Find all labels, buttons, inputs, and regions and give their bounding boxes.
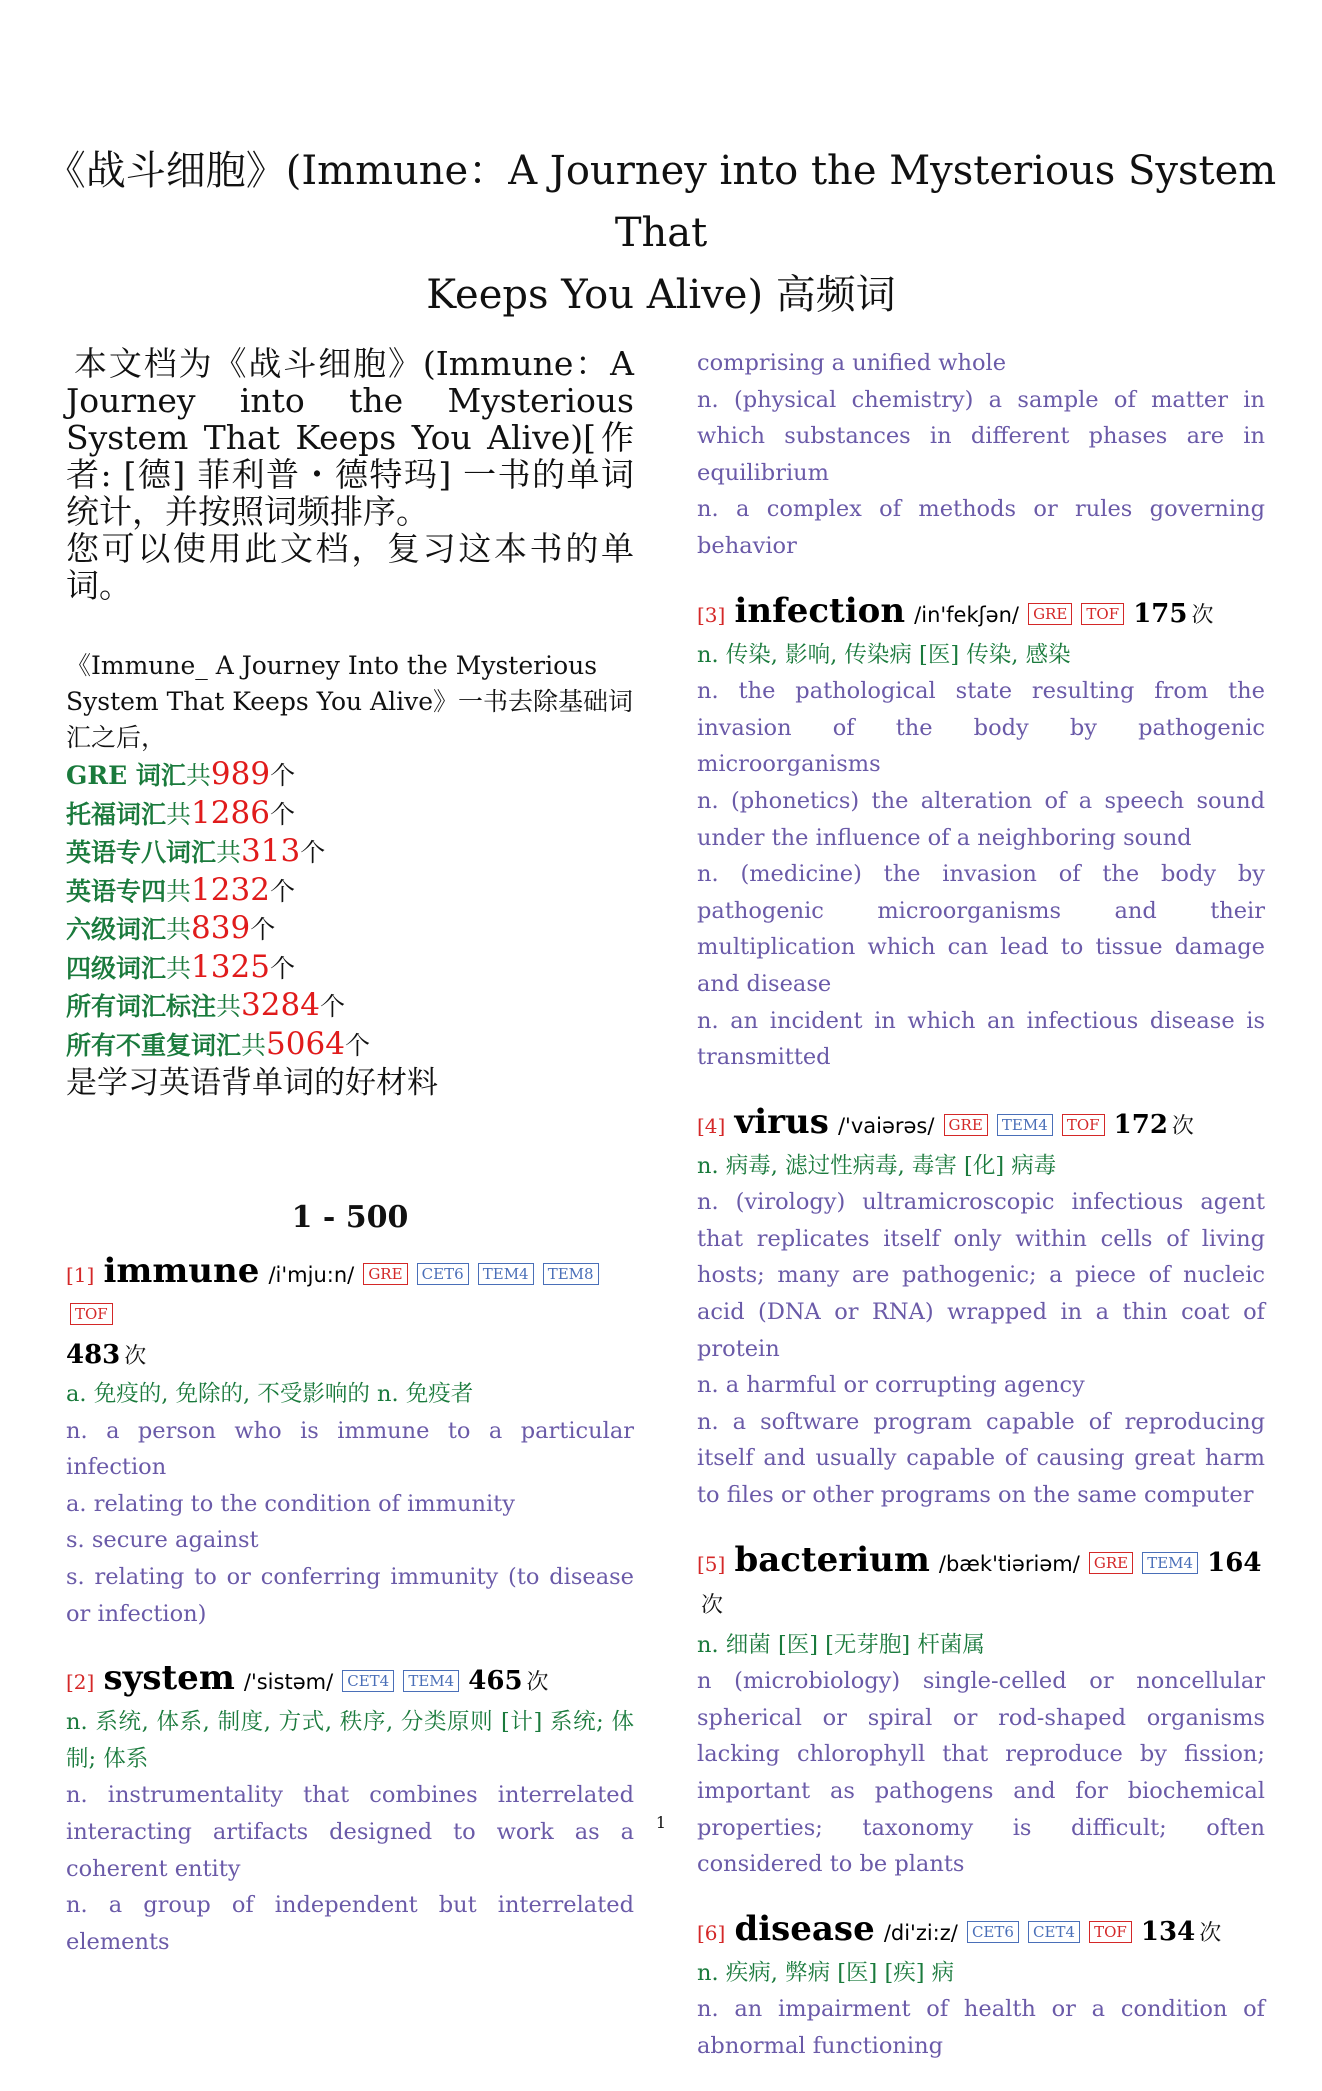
- entry-chinese-definition: n. 疾病, 弊病 [医] [疾] 病: [697, 1959, 955, 1986]
- tag-tof: TOF: [70, 1303, 113, 1325]
- entry-definition: n. a harmful or corrupting agency: [697, 1372, 1085, 1399]
- entry-word: infection: [734, 590, 906, 631]
- title-line-1: 《战斗细胞》(Immune：A Journey into the Mysterious System That: [45, 148, 1277, 256]
- left-column: [66, 345, 634, 1986]
- tag-tem4: TEM4: [478, 1263, 534, 1285]
- stat-count: 1325: [191, 948, 270, 985]
- tag-cet4: CET4: [342, 1670, 394, 1692]
- entry-header: [697, 1540, 1265, 1627]
- stat-gong: 共: [241, 1030, 267, 1060]
- entry-definition: n. the pathological state resulting from the invasion of the body by pathogenic microorganisms: [697, 678, 1265, 778]
- entry-index: [2]: [66, 1670, 95, 1695]
- stat-gong: 共: [185, 761, 211, 790]
- tag-cet6: CET6: [967, 1921, 1019, 1943]
- tag-tem4: TEM4: [403, 1670, 459, 1692]
- stat-label: 四级词汇: [66, 953, 167, 983]
- entry-word: virus: [734, 1101, 829, 1142]
- stat-row: [66, 949, 634, 988]
- tag-gre: GRE: [1028, 603, 1072, 625]
- word-entry: [697, 1102, 1265, 1514]
- word-entry: [697, 591, 1265, 1076]
- entry-definition: n. (virology) ultramicroscopic infectious agent that replicates itself only within cells of living hosts; many are pathogenic; a piece of nucleic acid (DNA or RNA) wrapped in a thin coat of protein: [697, 1189, 1265, 1362]
- stat-gong: 共: [166, 953, 192, 983]
- entry-chinese-definition: a. 免疫的, 免除的, 不受影响的 n. 免疫者: [66, 1381, 474, 1407]
- stat-count: 3284: [241, 987, 320, 1023]
- entry-chinese-definition: n. 细菌 [医] [无芽胞] 杆菌属: [697, 1631, 985, 1658]
- entry-count-unit: 次: [124, 1344, 147, 1369]
- entry-chinese-definition: n. 病毒, 滤过性病毒, 毒害 [化] 病毒: [697, 1152, 1057, 1179]
- stat-count: 313: [241, 833, 301, 869]
- entry-definition: n (microbiology) single-celled or noncellular spherical or spiral or rod-shaped organisms lacking chlorophyll that reproduce by fission; important as pathogens and for biochemical properties; taxonomy is difficult; often considered to be plants: [697, 1668, 1265, 1878]
- entry-header: [697, 591, 1265, 637]
- stat-label: 英语专四: [66, 876, 167, 906]
- stat-unit: 个: [269, 799, 295, 829]
- stat-unit: 个: [319, 992, 345, 1021]
- entry-index: [5]: [697, 1551, 726, 1576]
- entry-chinese-definition: n. 传染, 影响, 传染病 [医] 传染, 感染: [697, 641, 1071, 668]
- entry-definition: n. a software program capable of reproducing itself and usually capable of causing great harm to files or other programs on the same computer: [697, 1408, 1265, 1509]
- stat-row: [66, 756, 634, 795]
- entry-index: [3]: [697, 602, 726, 627]
- entry-count: 483: [66, 1340, 121, 1370]
- stat-label: 所有不重复词汇: [66, 1030, 242, 1060]
- entry-definition: n. (medicine) the invasion of the body by pathogenic microorganisms and their multiplication which can lead to tissue damage and disease: [697, 861, 1265, 997]
- entry-count-unit: 次: [1191, 602, 1214, 628]
- closing-text: 是学习英语背单词的好材料: [66, 1065, 438, 1101]
- entry-definition: n. a complex of methods or rules governing behavior: [697, 496, 1265, 559]
- stat-row: [66, 795, 634, 834]
- entry-count: 465: [468, 1666, 523, 1697]
- entry-header: [66, 1658, 634, 1704]
- stat-unit: 个: [344, 1030, 370, 1060]
- entry-count-unit: 次: [701, 1592, 724, 1618]
- word-entry-continued: [697, 345, 1265, 565]
- stat-unit: 个: [250, 915, 276, 944]
- entry-index: [6]: [697, 1920, 726, 1945]
- stat-count: 839: [191, 910, 251, 946]
- entry-definition: s. relating to or conferring immunity (to disease or infection): [66, 1563, 634, 1627]
- tag-tem4: TEM4: [1142, 1552, 1198, 1574]
- entry-count: 164: [1207, 1547, 1262, 1578]
- entry-count-unit: 次: [1199, 1920, 1222, 1946]
- tag-tof: TOF: [1062, 1114, 1105, 1136]
- entry-count-unit: 次: [1171, 1113, 1194, 1139]
- entry-ipa: /'vaiərəs/: [837, 1113, 935, 1138]
- intro-text: 本文档为《战斗细胞》(Immune：A Journey into the Mysterious System That Keeps You Alive)[作者: [德] 菲利普・德特玛] 一书的单词统计，并按照词频排序。: [66, 344, 634, 531]
- stat-unit: 个: [270, 761, 296, 790]
- stat-gong: 共: [166, 915, 192, 944]
- entry-ipa: /'sistəm/: [243, 1670, 334, 1695]
- stat-unit: 个: [300, 838, 326, 867]
- entry-definition: n. (physical chemistry) a sample of matter in which substances in different phases are in equilibrium: [697, 386, 1265, 486]
- word-entry: [697, 1909, 1265, 2065]
- stat-unit: 个: [269, 953, 295, 983]
- stat-count: 1286: [191, 794, 270, 831]
- entry-ipa: /di'zi:z/: [883, 1920, 958, 1945]
- entry-count-line: [66, 1337, 634, 1376]
- word-entry: [66, 1658, 634, 1960]
- tag-gre: GRE: [1089, 1552, 1133, 1574]
- entry-definition-continued: comprising a unified whole: [697, 350, 1007, 376]
- stat-gong: 共: [216, 838, 242, 867]
- stats-list: [66, 756, 634, 1064]
- entry-ipa: /in'fekʃən/: [914, 602, 1019, 627]
- entry-definition: s. secure against: [66, 1527, 259, 1554]
- tag-tem8: TEM8: [543, 1263, 599, 1285]
- entry-chinese-definition: n. 系统, 体系, 制度, 方式, 秩序, 分类原则 [计] 系统; 体制; 体系: [66, 1709, 634, 1772]
- entry-definition: n. (phonetics) the alteration of a speech sound under the influence of a neighboring sound: [697, 787, 1265, 851]
- entry-definition: n. a group of independent but interrelated elements: [66, 1892, 634, 1955]
- tag-cet4: CET4: [1028, 1921, 1080, 1943]
- stat-label: 托福词汇: [66, 799, 167, 829]
- entry-count: 134: [1140, 1916, 1196, 1947]
- tag-cet6: CET6: [417, 1263, 469, 1285]
- intro-book-text: 《Immune_ A Journey Into the Mysterious System That Keeps You Alive》一书去除基础词汇之后，: [66, 651, 634, 752]
- entry-count: 175: [1133, 598, 1188, 629]
- entry-definition: n. a person who is immune to a particular infection: [66, 1417, 634, 1481]
- stat-gong: 共: [166, 876, 192, 906]
- stat-unit: 个: [269, 876, 295, 906]
- entry-header: [697, 1102, 1265, 1148]
- stat-label: 英语专八词汇: [66, 838, 217, 867]
- stat-row: [66, 872, 634, 911]
- stat-gong: 共: [216, 992, 242, 1021]
- tag-tof: TOF: [1081, 603, 1124, 625]
- entry-header: [697, 1909, 1265, 1955]
- stat-row: [66, 987, 634, 1026]
- stat-count: 989: [210, 756, 271, 792]
- tag-gre: GRE: [944, 1114, 988, 1136]
- stat-label: 所有词汇标注: [66, 992, 217, 1021]
- stat-count: 1232: [191, 871, 270, 908]
- entry-word: immune: [103, 1251, 260, 1291]
- entry-definition: n. an incident in which an infectious disease is transmitted: [697, 1007, 1265, 1071]
- document-title: [40, 140, 1282, 326]
- stat-count: 5064: [266, 1025, 345, 1062]
- title-line-2: Keeps You Alive) 高频词: [426, 272, 896, 318]
- entry-word: bacterium: [734, 1539, 930, 1580]
- range-heading: 1 - 500: [291, 1200, 409, 1235]
- stat-label: 六级词汇: [66, 915, 167, 944]
- entry-ipa: /bæk'tiəriəm/: [938, 1551, 1080, 1576]
- entry-count-unit: 次: [526, 1670, 549, 1696]
- tag-gre: GRE: [363, 1263, 407, 1285]
- entry-definition: a. relating to the condition of immunity: [66, 1490, 515, 1517]
- entry-definition: n. an impairment of health or a condition of abnormal functioning: [697, 1996, 1265, 2059]
- entry-index: [4]: [697, 1113, 726, 1138]
- stat-row: [66, 910, 634, 949]
- intro-review-text: 您可以使用此文档，复习这本书的单词。: [66, 529, 634, 605]
- stat-label: GRE 词汇: [66, 761, 186, 790]
- entry-index: [1]: [66, 1263, 95, 1287]
- intro-paragraph: [66, 345, 634, 604]
- entry-definition: n. instrumentality that combines interrelated interacting artifacts designed to work as a coherent entity: [66, 1782, 634, 1882]
- tag-tof: TOF: [1089, 1921, 1132, 1943]
- word-entry: [66, 1251, 634, 1632]
- entry-count: 172: [1113, 1109, 1168, 1140]
- stat-row: [66, 1026, 634, 1065]
- stat-row: [66, 833, 634, 872]
- page-number: 1: [655, 1813, 667, 1832]
- stat-gong: 共: [166, 799, 192, 829]
- entry-ipa: /i'mju:n/: [268, 1263, 355, 1287]
- entry-word: system: [103, 1658, 235, 1699]
- entry-header: [66, 1251, 634, 1337]
- tag-tem4: TEM4: [997, 1114, 1053, 1136]
- entry-word: disease: [734, 1908, 875, 1949]
